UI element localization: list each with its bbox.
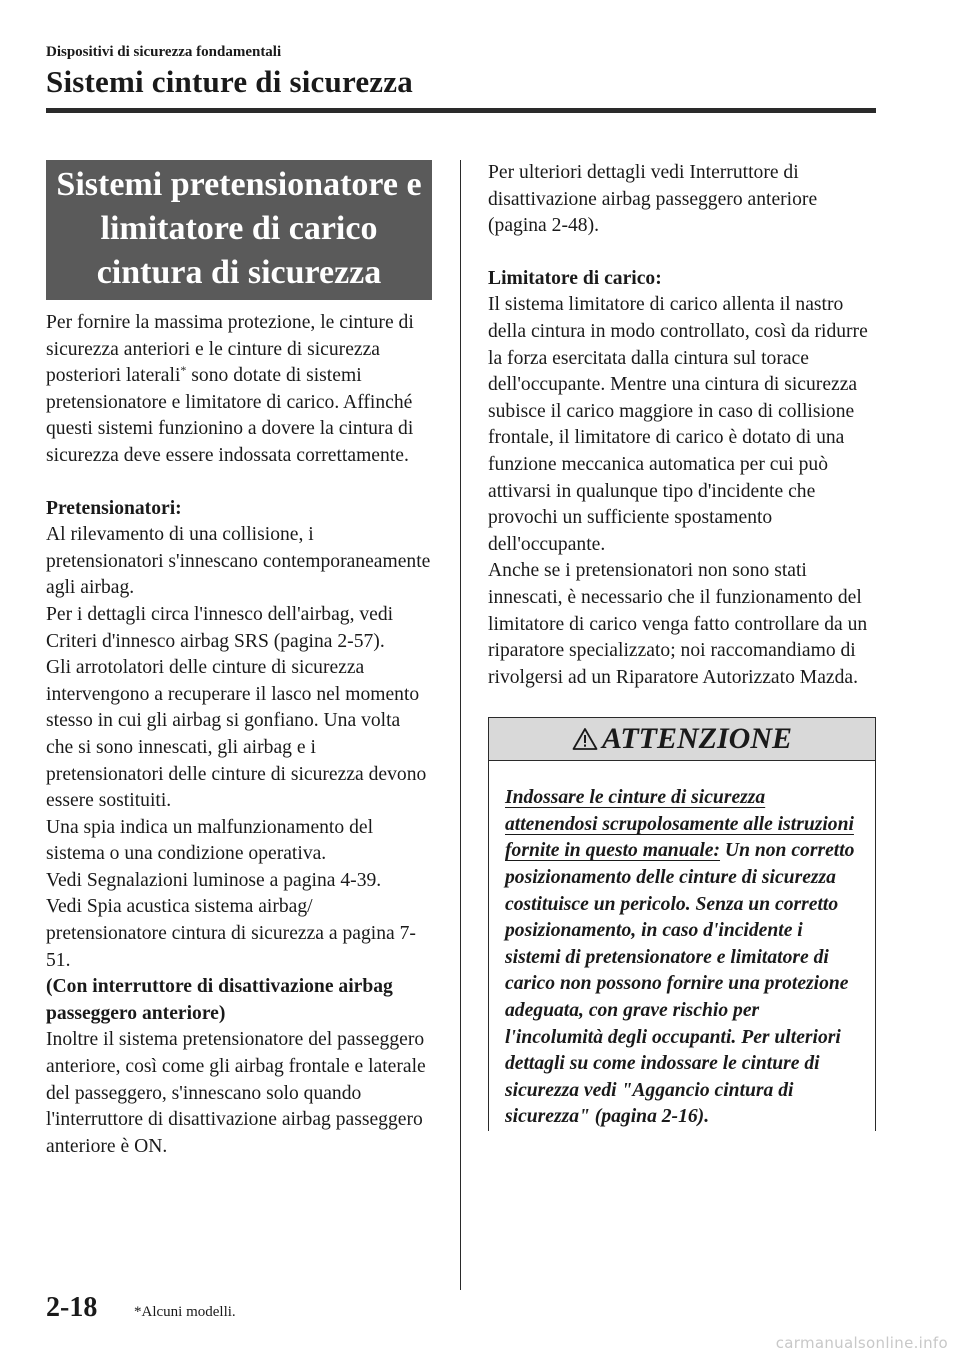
warning-title: ATTENZIONE xyxy=(601,722,793,756)
footnote: *Alcuni modelli. xyxy=(134,1304,236,1320)
left-column xyxy=(46,160,432,1160)
limiter-heading: Limitatore di carico: xyxy=(488,267,662,289)
pretensioners-paragraph-4: Una spia indica un malfunzionamento del sistema o una condizione operativa. xyxy=(46,816,374,865)
spacer xyxy=(46,470,432,496)
intro-paragraph xyxy=(46,310,432,470)
pretensioners-paragraph-6: Vedi Spia acustica sistema airbag/ pretensionatore cintura di sicurezza a pagina 7-51. xyxy=(46,896,416,971)
warning-header xyxy=(488,717,876,761)
details-paragraph: Per ulteriori dettagli vedi Interruttore di disattivazione airbag passeggero anteriore (pagina 2-48). xyxy=(488,162,818,237)
condition-paragraph: Inoltre il sistema pretensionatore del passeggero anteriore, così come gli airbag frontale e laterale del passeggero, s'innescano solo quando l'interruttore di disattivazione airbag passeggero anteriore è ON. xyxy=(46,1029,426,1157)
warning-underlined-text: Indossare le cinture di sicurezza attenendosi scrupolosamente alle istruzioni fornite in questo manuale: xyxy=(505,787,854,862)
pretensioners-paragraph-1: Al rilevamento di una collisione, i pretensionatori s'innescano contemporaneamente agli airbag. xyxy=(46,524,431,599)
limiter-paragraph-1: Il sistema limitatore di carico allenta il nastro della cintura in modo controllato, così da ridurre la forza esercitata dalla cintura sul torace dell'occupante. Mentre una cintura di sicurezza subisce il carico maggiore in caso di collisione frontale, il limitatore di carico è dotato di una funzione meccanica automatica per cui può attivarsi in qualunque tipo d'incidente che provochi un sufficiente spostamento dell'occupante. xyxy=(488,294,868,555)
column-divider xyxy=(460,160,461,1290)
watermark: carmanualsonline.info xyxy=(775,1334,948,1352)
intro-text-b: sono dotate di sistemi pretensionatore e limitatore di carico. Affinché questi sistemi funzionino a dovere la cintura di sicurezza deve essere indossata correttamente. xyxy=(46,365,414,466)
intro-text-a: Per fornire la massima protezione, le cinture di sicurezza anteriori e le cinture di sicurezza posteriori laterali xyxy=(46,312,414,387)
pretensioners-heading: Pretensionatori: xyxy=(46,497,182,519)
pretensioners-paragraph-5: Vedi Segnalazioni luminose a pagina 4-39. xyxy=(46,869,382,891)
spacer xyxy=(488,240,876,266)
page-title: Sistemi cinture di sicurezza xyxy=(46,64,413,99)
section-heading: Sistemi pretensionatore e limitatore di carico cintura di sicurezza xyxy=(46,160,432,300)
warning-triangle-icon xyxy=(572,727,598,751)
pretensioners-paragraph-3: Gli arrotolatori delle cinture di sicurezza intervengono a recuperare il lasco nel momento stesso in cui gli airbag si gonfiano. Una volta che si sono innescati, gli airbag e i pretensionatori delle cinture di sicurezza devono essere sostituiti. xyxy=(46,657,427,812)
warning-body-text: Un non corretto posizionamento delle cinture di sicurezza costituisce un pericolo. Senza un corretto posizionamento, in caso d'incidente i sistemi di pretensionatore e limitatore di carico non possono fornire una protezione adeguata, con grave rischio per l'incolumità degli occupanti. Per ulteriori dettagli su come indossare le cinture di sicurezza vedi "Aggancio cintura di sicurezza" (pagina 2-16). xyxy=(505,840,855,1128)
warning-body xyxy=(488,761,876,1131)
condition-heading: (Con interruttore di disattivazione airbag passeggero anteriore) xyxy=(46,976,393,1024)
warning-box xyxy=(488,717,876,1131)
pretensioners-paragraph-2: Per i dettagli circa l'innesco dell'airbag, vedi Criteri d'innesco airbag SRS (pagina 2-57). xyxy=(46,603,394,652)
footnote-mark: * xyxy=(180,363,187,378)
header-rule xyxy=(46,108,876,113)
page-number: 2-18 xyxy=(46,1292,98,1323)
warning-text xyxy=(505,785,859,1131)
header-section: Dispositivi di sicurezza fondamentali xyxy=(46,44,282,60)
right-column xyxy=(488,160,876,1131)
limiter-paragraph-2: Anche se i pretensionatori non sono stati innescati, è necessario che il funzionamento del limitatore di carico venga fatto controllare da un riparatore specializzato; noi raccomandiamo di rivolgersi ad un Riparatore Autorizzato Mazda. xyxy=(488,560,868,688)
